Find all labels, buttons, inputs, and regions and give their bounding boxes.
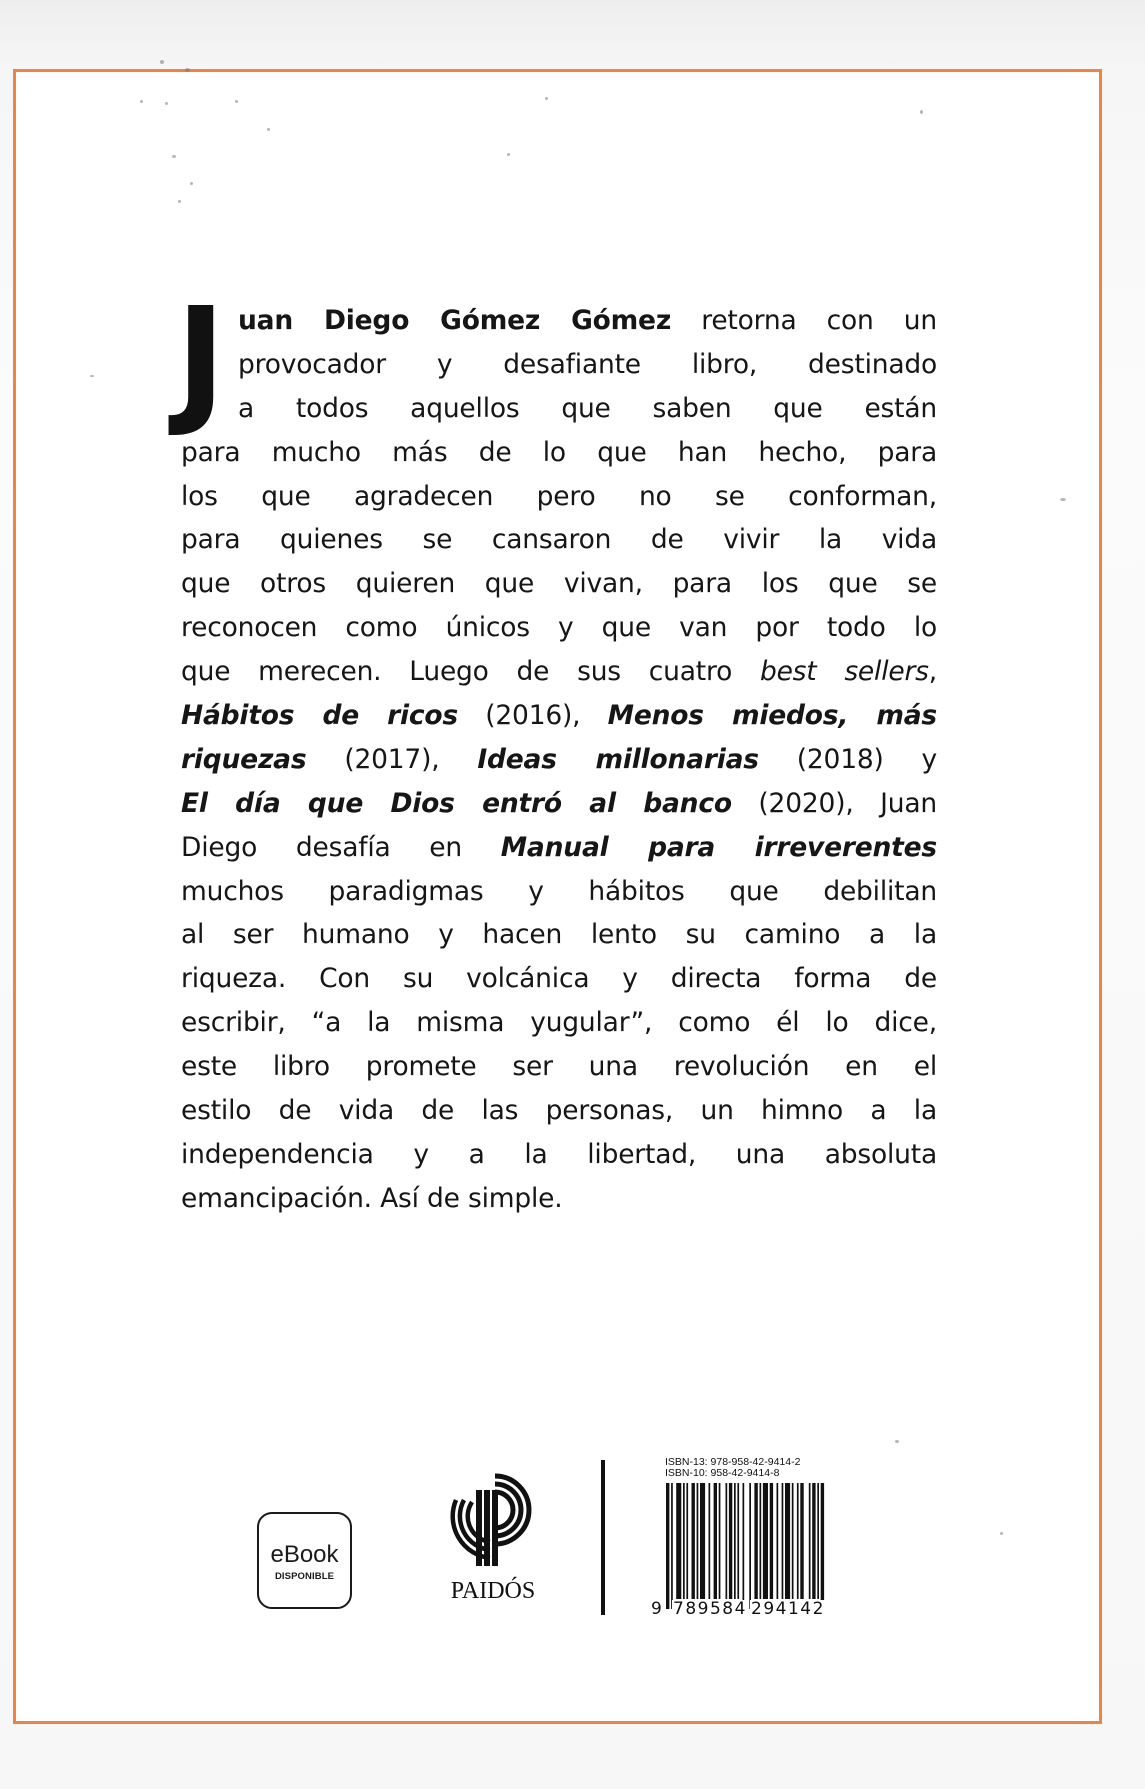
blurb-text: emancipación. Así de simple. bbox=[181, 1182, 563, 1214]
book-title: El día que Dios entró al banco bbox=[181, 787, 732, 819]
blurb-text: este libro promete ser una revolución en el bbox=[181, 1051, 937, 1083]
blurb-line bbox=[181, 1177, 937, 1221]
blurb-text: , bbox=[928, 656, 938, 688]
blurb-line bbox=[181, 475, 937, 519]
blurb-line bbox=[181, 870, 937, 914]
blurb-text: los que agradecen pero no se conforman, bbox=[181, 480, 937, 512]
isbn13-label: ISBN-13: 978-958-42-9414-2 bbox=[665, 1456, 801, 1468]
book-title: Ideas millonarias bbox=[477, 743, 759, 775]
blurb-line bbox=[181, 1045, 937, 1089]
blurb-text: reconocen como únicos y que van por todo lo bbox=[181, 612, 937, 644]
blurb-text: (2017), bbox=[306, 743, 478, 775]
barcode-icon bbox=[665, 1483, 830, 1609]
blurb-text: escribir, “a la misma yugular”, como él lo dice, bbox=[181, 1007, 937, 1039]
blurb-line bbox=[181, 518, 937, 562]
blurb-text: riqueza. Con su volcánica y directa forma de bbox=[181, 963, 937, 995]
blurb-line bbox=[181, 738, 937, 782]
blurb-line bbox=[238, 299, 937, 343]
blurb-text: a todos aquellos que saben que están bbox=[238, 392, 937, 424]
blurb-text: estilo de vida de las personas, un himno a la bbox=[181, 1095, 937, 1127]
ebook-available-badge bbox=[257, 1512, 352, 1609]
back-cover-blurb bbox=[181, 299, 937, 1221]
book-title: Menos miedos, más bbox=[607, 700, 937, 732]
author-name: uan Diego Gómez Gómez bbox=[238, 305, 672, 336]
blurb-text: muchos paradigmas y hábitos que debilitan bbox=[181, 875, 937, 907]
barcode-left-group: 789584 bbox=[673, 1599, 747, 1619]
blurb-line bbox=[181, 1089, 937, 1133]
barcode-first-digit: 9 bbox=[651, 1599, 662, 1619]
blurb-line bbox=[238, 387, 937, 431]
barcode-right-group: 294142 bbox=[751, 1599, 825, 1619]
publisher-name: PAIDÓS bbox=[450, 1578, 536, 1604]
paidos-logo-icon bbox=[450, 1470, 535, 1570]
blurb-line bbox=[181, 1133, 937, 1177]
blurb-text: provocador y desafiante libro, destinado bbox=[238, 348, 937, 380]
blurb-line bbox=[181, 562, 937, 606]
blurb-text: que merecen. Luego de sus cuatro bbox=[181, 656, 760, 688]
ebook-badge-subtitle: DISPONIBLE bbox=[274, 1571, 335, 1582]
blurb-text: Diego desafía en bbox=[181, 831, 501, 863]
blurb-text: (2020), Juan bbox=[731, 787, 937, 819]
ebook-badge-title: eBook bbox=[270, 1541, 339, 1568]
blurb-text: para quienes se cansaron de vivir la vida bbox=[181, 524, 937, 556]
blurb-line bbox=[181, 826, 937, 870]
blurb-line bbox=[238, 343, 937, 387]
book-title: riquezas bbox=[181, 743, 307, 775]
blurb-line bbox=[181, 782, 937, 826]
blurb-text: (2018) y bbox=[758, 743, 937, 775]
blurb-text: best sellers bbox=[759, 656, 929, 688]
blurb-text: independencia y a la libertad, una absoluta bbox=[181, 1138, 937, 1170]
blurb-text: (2016), bbox=[457, 700, 608, 732]
vertical-divider bbox=[601, 1460, 605, 1615]
blurb-line bbox=[181, 957, 937, 1001]
blurb-line bbox=[181, 1001, 937, 1045]
blurb-line bbox=[181, 606, 937, 650]
isbn10-label: ISBN-10: 958-42-9414-8 bbox=[665, 1466, 780, 1479]
isbn-labels bbox=[665, 1457, 800, 1478]
book-title: Manual para irreverentes bbox=[500, 831, 937, 863]
blurb-line bbox=[181, 650, 937, 694]
blurb-text: que otros quieren que vivan, para los que se bbox=[181, 568, 937, 600]
blurb-line bbox=[181, 431, 937, 475]
blurb-text: al ser humano y hacen lento su camino a la bbox=[181, 919, 937, 951]
blurb-text: retorna con un bbox=[671, 305, 937, 336]
blurb-line bbox=[181, 913, 937, 957]
dropcap-letter: J bbox=[176, 278, 226, 441]
book-title: Hábitos de ricos bbox=[181, 700, 458, 732]
blurb-text: para mucho más de lo que han hecho, para bbox=[181, 436, 937, 468]
blurb-line bbox=[181, 694, 937, 738]
